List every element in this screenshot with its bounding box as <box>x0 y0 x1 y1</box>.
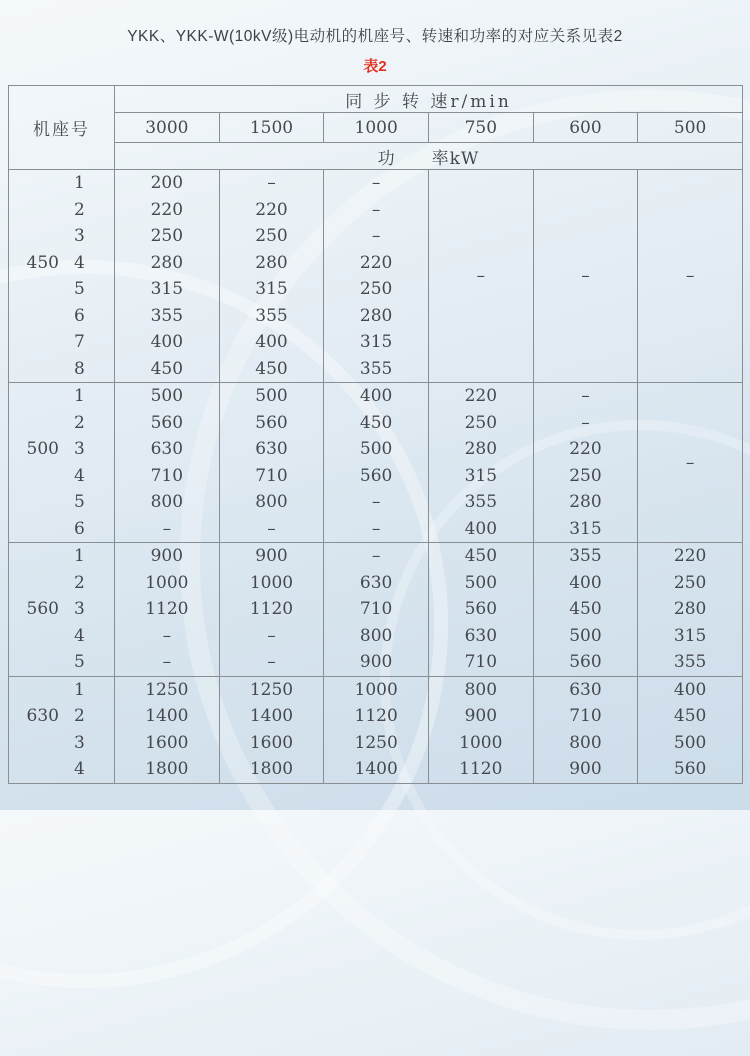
speed-values-row <box>9 113 743 143</box>
frame-row <box>9 436 114 463</box>
frame-group-label <box>9 410 59 437</box>
power-value: 250 <box>150 226 184 246</box>
power-value: 710 <box>569 706 602 726</box>
frame-sequence-number: 1 <box>74 173 85 193</box>
power-header-cell: 功 率kW <box>115 143 743 170</box>
frame-sequence-number: 3 <box>74 732 85 753</box>
power-value: 1400 <box>145 706 189 726</box>
frame-row <box>9 489 114 516</box>
power-value: – <box>371 199 381 220</box>
power-value: 800 <box>464 679 498 700</box>
frame-row <box>9 677 114 704</box>
speed-column-header: 750 <box>428 113 533 143</box>
frame-sequence-number: 7 <box>74 332 85 352</box>
power-value: 560 <box>673 759 707 779</box>
power-value: 900 <box>359 652 393 672</box>
frame-sequence-number: 2 <box>74 572 85 593</box>
frame-sequence-number: 6 <box>74 518 85 539</box>
power-values-cell <box>428 676 533 783</box>
frame-sequence-number: 5 <box>74 652 85 672</box>
power-value: – <box>371 173 381 193</box>
frame-row <box>9 543 114 570</box>
frame-sequence-number: 1 <box>74 546 85 566</box>
power-value: – <box>371 546 381 566</box>
power-values-cell <box>324 383 429 543</box>
frame-group-label <box>9 170 59 197</box>
frame-sequence-number: 1 <box>74 386 85 406</box>
frame-group-label <box>9 516 59 543</box>
power-value: 1120 <box>459 759 503 779</box>
power-value: 220 <box>673 546 707 566</box>
frame-group-label <box>9 677 59 704</box>
power-value: 1000 <box>354 679 398 700</box>
frame-row <box>9 170 114 197</box>
power-values-cell <box>115 543 220 677</box>
power-value: 315 <box>255 279 288 299</box>
frame-row <box>9 223 114 250</box>
frame-group-label <box>9 756 59 783</box>
frame-group-label: 450 <box>26 252 59 273</box>
frame-group-row-560 <box>9 543 743 677</box>
power-value: 355 <box>464 492 498 512</box>
frame-row <box>9 516 114 543</box>
power-value: 630 <box>150 439 184 459</box>
frame-group-label: 500 <box>26 439 59 459</box>
frame-number-cell <box>9 676 115 783</box>
power-value: 250 <box>673 572 707 593</box>
power-value: 1400 <box>249 706 294 726</box>
frame-number-cell <box>9 383 115 543</box>
power-value: 450 <box>359 412 393 433</box>
power-values-cell <box>533 676 638 783</box>
power-value: 220 <box>569 439 602 459</box>
frame-sequence-number: 6 <box>74 305 85 326</box>
power-value: 400 <box>150 332 184 352</box>
power-values-cell <box>324 543 429 677</box>
power-value: – <box>581 412 590 433</box>
power-values-cell <box>533 383 638 543</box>
power-value: 1250 <box>249 679 294 700</box>
power-value: – <box>267 173 276 193</box>
power-values-cell <box>324 676 429 783</box>
frame-row <box>9 756 114 783</box>
frame-number-cell <box>9 170 115 383</box>
power-value: 400 <box>569 572 602 593</box>
power-value: – <box>162 625 172 646</box>
power-value: 1600 <box>249 732 294 753</box>
power-value: 315 <box>569 518 602 539</box>
power-value: 630 <box>569 679 602 700</box>
power-value: – <box>371 518 381 539</box>
document-title: YKK、YKK-W(10kV级)电动机的机座号、转速和功率的对应关系见表2 <box>127 28 623 45</box>
power-value: 220 <box>464 386 498 406</box>
frame-sequence-number: 1 <box>74 679 85 700</box>
frame-row <box>9 623 114 650</box>
frame-row <box>9 730 114 757</box>
frame-row <box>9 197 114 224</box>
power-value: 280 <box>673 599 707 619</box>
power-value: 250 <box>569 465 602 486</box>
power-value: 280 <box>150 252 184 273</box>
power-values-cell <box>115 383 220 543</box>
power-value: 400 <box>359 386 393 406</box>
frame-sequence-number: 4 <box>74 465 85 486</box>
table-body <box>9 170 743 784</box>
power-value: 450 <box>255 358 288 379</box>
power-value: 1120 <box>145 599 189 619</box>
power-values-cell <box>638 543 743 677</box>
power-value: 355 <box>150 305 184 326</box>
speed-column-header: 600 <box>533 113 638 143</box>
power-value: 1800 <box>249 759 294 779</box>
power-values-cell <box>115 170 220 383</box>
power-value: 1000 <box>459 732 503 753</box>
frame-sequence-number: 4 <box>74 625 85 646</box>
power-value: 280 <box>255 252 288 273</box>
power-value: 800 <box>569 732 602 753</box>
power-values-cell <box>219 676 324 783</box>
power-value: 355 <box>673 652 707 672</box>
frame-group-label <box>9 223 59 250</box>
power-value: 1400 <box>354 759 398 779</box>
power-value: 220 <box>359 252 393 273</box>
power-value: 280 <box>464 439 498 459</box>
merged-dash-cell: – <box>533 170 638 383</box>
speed-column-header: 1000 <box>324 113 429 143</box>
power-value: 1800 <box>145 759 189 779</box>
frame-group-label <box>9 383 59 410</box>
power-header-row <box>9 143 743 170</box>
frame-sequence-number: 2 <box>74 412 85 433</box>
power-value: 450 <box>569 599 602 619</box>
power-value: 355 <box>569 546 602 566</box>
frame-row <box>9 356 114 383</box>
power-values-cell <box>533 543 638 677</box>
frame-sequence-number: 3 <box>74 599 85 619</box>
frame-row <box>9 463 114 490</box>
power-value: 220 <box>255 199 288 220</box>
power-value: 900 <box>569 759 602 779</box>
power-value: 900 <box>255 546 288 566</box>
frame-group-label: 560 <box>26 599 59 619</box>
power-value: 450 <box>150 358 184 379</box>
power-value: 1250 <box>354 732 398 753</box>
frame-number-cell <box>9 543 115 677</box>
frame-group-label <box>9 623 59 650</box>
power-values-cell <box>219 543 324 677</box>
merged-dash-cell: – <box>428 170 533 383</box>
frame-row <box>9 649 114 676</box>
power-value: 200 <box>150 173 184 193</box>
power-value: 450 <box>673 706 707 726</box>
power-value: 315 <box>359 332 393 352</box>
power-value: 630 <box>255 439 288 459</box>
frame-group-label <box>9 649 59 676</box>
frame-sequence-number: 8 <box>74 358 85 379</box>
power-value: 800 <box>255 492 288 512</box>
frame-row <box>9 250 114 277</box>
power-value: 710 <box>255 465 288 486</box>
frame-row <box>9 570 114 597</box>
power-value: 1000 <box>249 572 294 593</box>
frame-sequence-number: 2 <box>74 706 85 726</box>
power-value: 250 <box>359 279 393 299</box>
power-value: – <box>267 518 276 539</box>
power-value: 500 <box>150 386 184 406</box>
power-value: 560 <box>359 465 393 486</box>
frame-sequence-number: 4 <box>74 759 85 779</box>
frame-group-label <box>9 329 59 356</box>
merged-dash-cell: – <box>638 383 743 543</box>
power-value: 1250 <box>145 679 189 700</box>
power-value: 400 <box>255 332 288 352</box>
speed-header-row <box>9 86 743 113</box>
power-value: 630 <box>359 572 393 593</box>
power-values-cell <box>428 543 533 677</box>
power-value: 630 <box>464 625 498 646</box>
frame-sequence-number: 2 <box>74 199 85 220</box>
frame-row <box>9 703 114 730</box>
power-value: – <box>581 386 590 406</box>
power-value: 710 <box>359 599 393 619</box>
frame-group-label <box>9 303 59 330</box>
power-value: – <box>267 652 276 672</box>
power-value: – <box>371 226 381 246</box>
speed-column-header: 500 <box>638 113 743 143</box>
frame-sequence-number: 4 <box>74 252 85 273</box>
power-value: 315 <box>150 279 184 299</box>
power-values-cell <box>219 383 324 543</box>
power-value: 800 <box>150 492 184 512</box>
frame-group-label <box>9 570 59 597</box>
frame-row <box>9 596 114 623</box>
power-values-cell <box>638 676 743 783</box>
frame-group-row-630 <box>9 676 743 783</box>
frame-group-label <box>9 463 59 490</box>
power-value: 500 <box>255 386 288 406</box>
frame-group-label <box>9 197 59 224</box>
frame-group-label <box>9 543 59 570</box>
sync-speed-header-cell: 同 步 转 速r/min <box>115 86 743 113</box>
power-value: 500 <box>673 732 707 753</box>
power-value: 560 <box>150 412 184 433</box>
power-value: 560 <box>464 599 498 619</box>
frame-sequence-number: 3 <box>74 439 85 459</box>
frame-sequence-number: 5 <box>74 279 85 299</box>
power-value: 315 <box>673 625 707 646</box>
frame-row <box>9 329 114 356</box>
frame-group-label <box>9 489 59 516</box>
power-values-cell <box>115 676 220 783</box>
power-value: – <box>371 492 381 512</box>
frame-group-label <box>9 730 59 757</box>
power-value: 900 <box>464 706 498 726</box>
merged-dash-cell: – <box>638 170 743 383</box>
power-value: 500 <box>569 625 602 646</box>
speed-column-header: 3000 <box>115 113 220 143</box>
table-number-label: 表2 <box>363 58 387 75</box>
power-value: 1600 <box>145 732 189 753</box>
power-values-cell <box>428 383 533 543</box>
power-value: 220 <box>150 199 184 220</box>
power-value: 560 <box>255 412 288 433</box>
power-value: 1000 <box>145 572 189 593</box>
power-value: 800 <box>359 625 393 646</box>
table-header <box>9 86 743 170</box>
frame-row <box>9 303 114 330</box>
frame-group-label: 630 <box>26 706 59 726</box>
frame-row <box>9 276 114 303</box>
frame-group-row-450 <box>9 170 743 383</box>
frame-group-label <box>9 276 59 303</box>
frame-sequence-number: 3 <box>74 226 85 246</box>
frame-sequence-number: 5 <box>74 492 85 512</box>
frame-group-label <box>9 356 59 383</box>
power-value: 400 <box>673 679 707 700</box>
power-values-cell <box>219 170 324 383</box>
power-values-cell <box>324 170 429 383</box>
power-value: 1120 <box>354 706 398 726</box>
power-value: 315 <box>464 465 498 486</box>
power-value: 400 <box>464 518 498 539</box>
power-value: 280 <box>359 305 393 326</box>
frame-row <box>9 410 114 437</box>
power-value: 500 <box>359 439 393 459</box>
motor-spec-table <box>8 85 743 784</box>
power-value: 280 <box>569 492 602 512</box>
frame-number-header-cell: 机座号 <box>9 86 115 170</box>
frame-row <box>9 383 114 410</box>
speed-column-header: 1500 <box>219 113 324 143</box>
power-value: 450 <box>464 546 498 566</box>
power-value: – <box>162 518 172 539</box>
frame-group-row-500 <box>9 383 743 543</box>
power-value: – <box>267 625 276 646</box>
power-value: 250 <box>464 412 498 433</box>
power-value: 710 <box>150 465 184 486</box>
power-value: 710 <box>464 652 498 672</box>
power-value: 355 <box>255 305 288 326</box>
power-value: – <box>162 652 172 672</box>
power-value: 355 <box>359 358 393 379</box>
power-value: 560 <box>569 652 602 672</box>
power-value: 1120 <box>249 599 294 619</box>
power-value: 900 <box>150 546 184 566</box>
power-value: 500 <box>464 572 498 593</box>
power-value: 250 <box>255 226 288 246</box>
